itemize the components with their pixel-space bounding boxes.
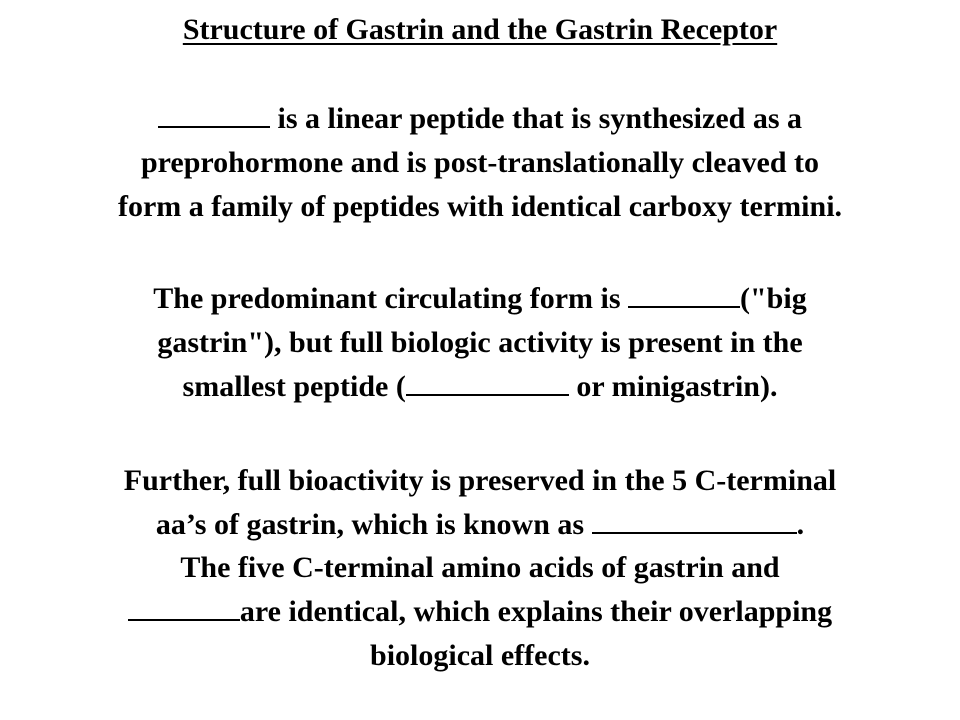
fill-in-blank [158, 100, 270, 128]
text-segment: or minigastrin). [568, 370, 778, 403]
fill-in-blank [128, 593, 240, 621]
fill-in-blank [592, 506, 797, 534]
text-segment: is a linear peptide that is synthesized as a [270, 102, 802, 135]
slide-title: Structure of Gastrin and the Gastrin Receptor [182, 13, 778, 46]
paragraph-bioactivity [10, 459, 950, 547]
text-line: preprohormone and is post-translationally cleaved to [140, 146, 820, 179]
text-line: Further, full bioactivity is preserved in the 5 C-terminal [123, 464, 837, 497]
fill-in-blank [628, 280, 740, 308]
text-segment: aa’s of gastrin, which is known as [155, 508, 592, 541]
text-segment: The predominant circulating form is [153, 282, 629, 315]
paragraph-c-terminal [10, 546, 950, 678]
text-segment: ("big [740, 282, 807, 315]
text-line: The five C-terminal amino acids of gastrin and [180, 551, 780, 584]
text-line: gastrin"), but full biologic activity is present in the [157, 326, 803, 359]
text-segment: . [796, 508, 805, 541]
fill-in-blank [406, 368, 569, 396]
text-line: biological effects. [370, 639, 590, 672]
paragraph-gastrin-structure [10, 97, 950, 229]
text-segment: smallest peptide ( [182, 370, 406, 403]
text-segment: are identical, which explains their overlapping [239, 595, 833, 628]
text-line: form a family of peptides with identical carboxy termini. [117, 190, 843, 223]
paragraph-circulating-form [10, 277, 950, 409]
